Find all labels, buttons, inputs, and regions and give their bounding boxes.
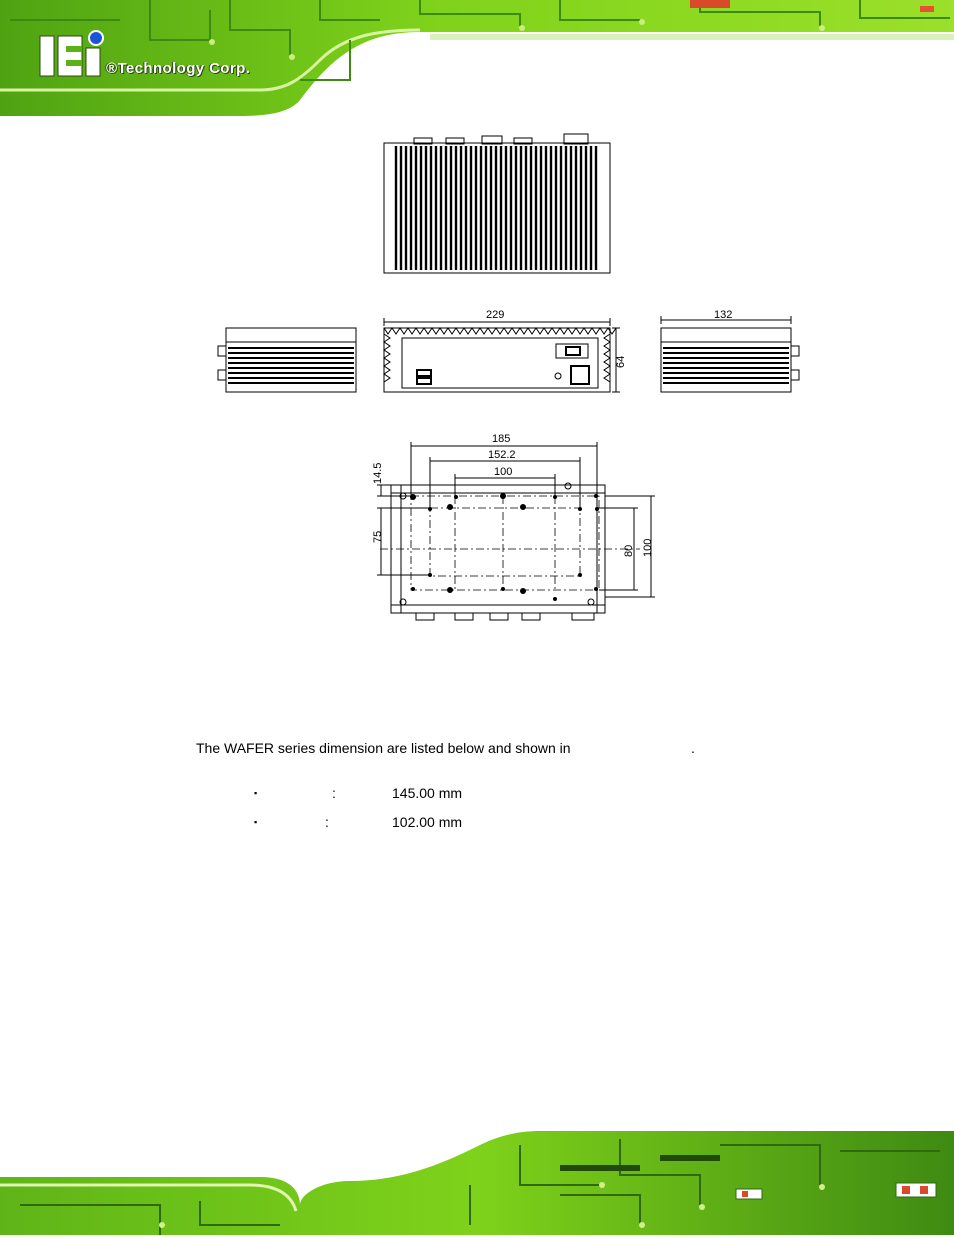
page-footer <box>0 1125 954 1235</box>
dimension-label-height: 64 <box>615 355 627 368</box>
dimension-label-outer: 185 <box>492 433 511 445</box>
intro-paragraph <box>196 738 571 758</box>
top-view-diagram <box>384 134 610 273</box>
intro-text: The WAFER series dimension are listed below and shown in <box>196 740 571 756</box>
dimension-label-mid: 152.2 <box>488 449 516 461</box>
dimension-label-depth: 132 <box>714 309 733 321</box>
intro-end: . <box>691 740 695 756</box>
spec-colon: : <box>332 785 336 801</box>
dimension-label-right-inner: 80 <box>623 544 635 557</box>
dimension-label-left-span: 75 <box>372 530 384 543</box>
dimension-label-top-offset: 14.5 <box>372 462 384 484</box>
dimension-label-inner: 100 <box>494 466 513 478</box>
left-side-view-diagram <box>218 328 356 392</box>
bottom-view-diagram <box>377 442 655 620</box>
list-bullet: ▪ <box>254 788 258 798</box>
right-side-view-diagram <box>661 316 799 392</box>
dimension-label-width: 229 <box>486 309 505 321</box>
footer-circuit-banner <box>0 1125 954 1235</box>
front-view-diagram <box>384 318 620 392</box>
company-name: ®Technology Corp. <box>106 60 251 77</box>
spec-colon: : <box>325 814 329 830</box>
list-bullet: ▪ <box>254 817 258 827</box>
spec-value: 145.00 mm <box>392 785 463 801</box>
dimension-label-right-outer: 100 <box>642 538 654 557</box>
spec-value: 102.00 mm <box>392 814 463 830</box>
